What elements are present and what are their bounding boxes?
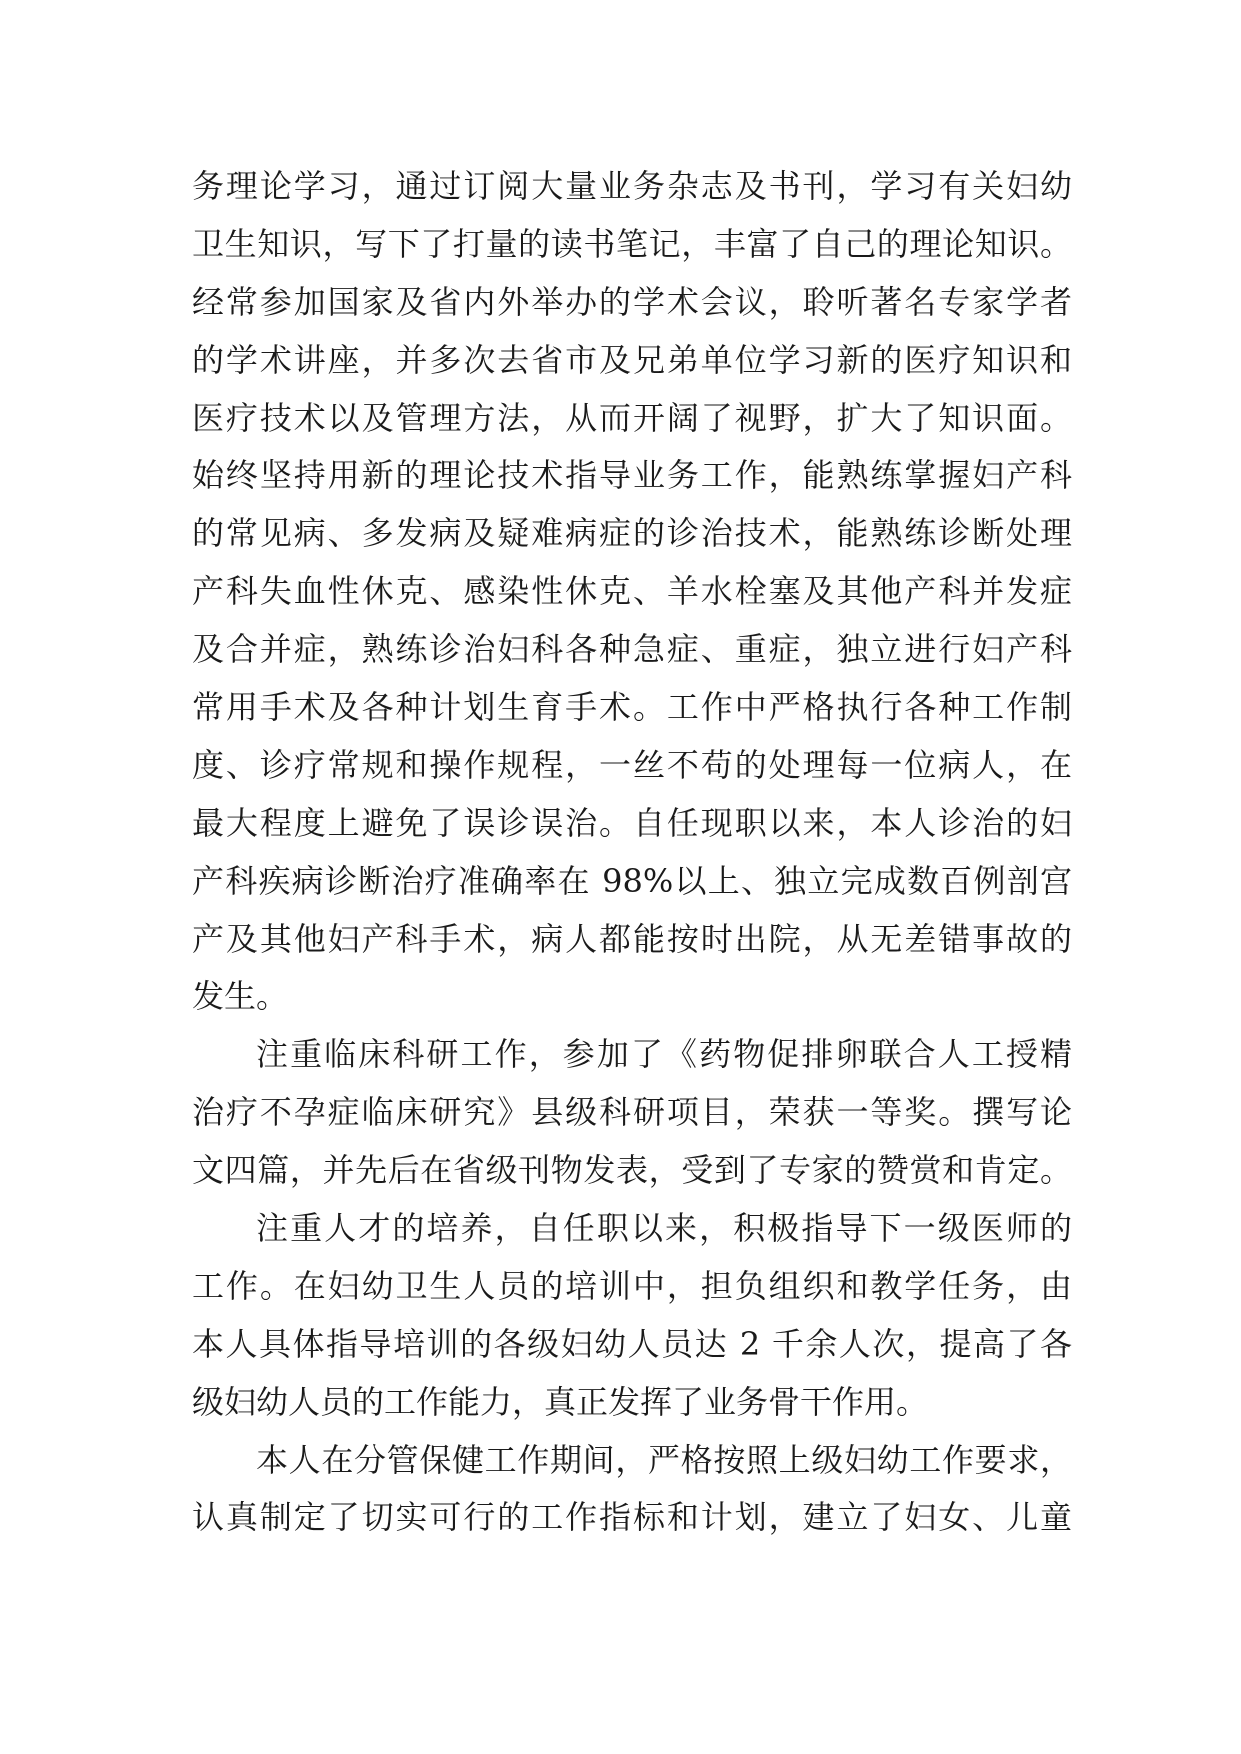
text-line: 及合并症，熟练诊治妇科各种急症、重症，独立进行妇产科 [192, 630, 1072, 669]
text-line: 文四篇，并先后在省级刊物发表，受到了专家的赞赏和肯定。 [192, 1151, 1072, 1190]
text-line: 认真制定了切实可行的工作指标和计划，建立了妇女、儿童 [192, 1498, 1072, 1537]
text-line: 医疗技术以及管理方法，从而开阔了视野，扩大了知识面。 [192, 398, 1072, 437]
text-line: 工作。在妇幼卫生人员的培训中，担负组织和教学任务，由 [192, 1266, 1072, 1305]
text-line: 始终坚持用新的理论技术指导业务工作，能熟练掌握妇产科 [192, 456, 1072, 495]
text-line: 治疗不孕症临床研究》县级科研项目，荣获一等奖。撰写论 [192, 1093, 1072, 1132]
body-text [192, 158, 1072, 1547]
text-line: 的学术讲座，并多次去省市及兄弟单位学习新的医疗知识和 [192, 340, 1072, 379]
text-line: 产科失血性休克、感染性休克、羊水栓塞及其他产科并发症 [192, 572, 1072, 611]
text-line: 度、诊疗常规和操作规程，一丝不苟的处理每一位病人，在 [192, 745, 1072, 784]
paragraph-first-line: 本人在分管保健工作期间，严格按照上级妇幼工作要求， [256, 1440, 1072, 1479]
text-line: 务理论学习，通过订阅大量业务杂志及书刊，学习有关妇幼 [192, 167, 1072, 205]
text-line: 本人具体指导培训的各级妇幼人员达 2 千余人次，提高了各 [192, 1324, 1072, 1363]
text-line: 经常参加国家及省内外举办的学术会议，聆听著名专家学者 [192, 282, 1072, 321]
text-line: 的常见病、多发病及疑难病症的诊治技术，能熟练诊断处理 [192, 514, 1072, 553]
text-line: 最大程度上避免了误诊误治。自任现职以来，本人诊治的妇 [192, 803, 1072, 842]
text-line: 级妇幼人员的工作能力，真正发挥了业务骨干作用。 [192, 1382, 929, 1421]
text-line: 常用手术及各种计划生育手术。工作中严格执行各种工作制 [192, 688, 1072, 727]
paragraph-first-line: 注重临床科研工作，参加了《药物促排卵联合人工授精 [256, 1035, 1072, 1074]
text-line: 卫生知识，写下了打量的读书笔记，丰富了自己的理论知识。 [192, 224, 1072, 263]
paragraph-first-line: 注重人才的培养，自任职以来，积极指导下一级医师的 [256, 1209, 1072, 1248]
text-line: 产科疾病诊断治疗准确率在 98%以上、独立完成数百例剖宫 [192, 861, 1072, 900]
text-line: 产及其他妇产科手术，病人都能按时出院，从无差错事故的 [192, 919, 1072, 958]
text-line: 发生。 [192, 977, 289, 1016]
